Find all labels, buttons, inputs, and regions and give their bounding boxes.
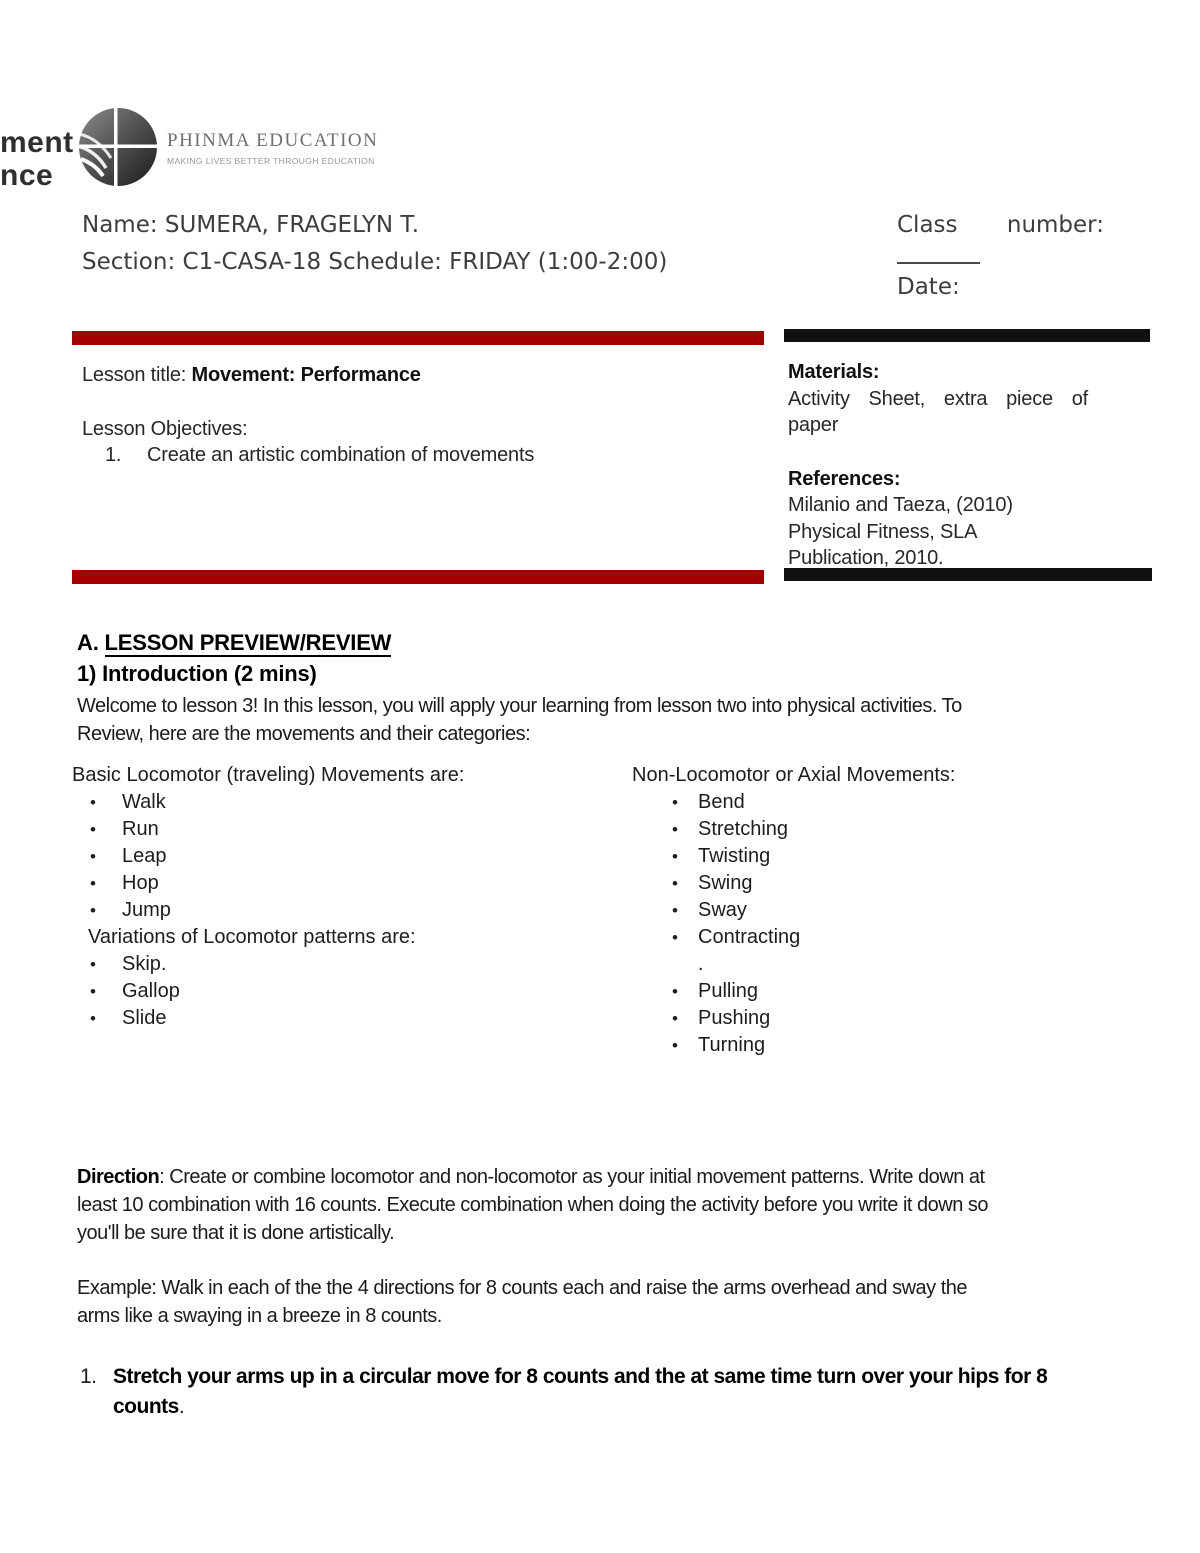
list-item: • Bend [632,789,955,816]
locomotor-list-title: Basic Locomotor (traveling) Movements are: [72,764,465,786]
lesson-title-label: Lesson title: [82,364,192,386]
red-bar-top [72,331,764,345]
edge-fragment-1: ment [0,126,74,159]
task-item-1: 1. Stretch your arms up in a circular move for 8 counts and the at same time turn over your hips for 8 counts. [80,1362,1047,1422]
bullet-icon: • [672,982,678,1001]
edge-cutoff-text [0,126,74,192]
locomotor-list [72,762,464,1032]
list-item: • Swing [632,870,955,897]
brand-name: PHINMA EDUCATION [167,130,379,151]
brand-tagline: MAKING LIVES BETTER THROUGH EDUCATION [167,156,375,166]
bullet-icon: • [672,820,678,839]
bullet-icon: • [90,1009,96,1028]
section-a-prefix: A. [77,630,105,655]
list-item: • Walk [72,789,464,816]
direction-paragraph: Direction: Create or combine locomotor and non-locomotor as your initial movement patterns. Write down at least 10 combination with 16 counts. Execute combination when doing the activity before you write it down so you'll be sure that it is done artistically. [77,1166,988,1244]
materials-references-cell [788,359,1088,572]
black-bar-top [784,329,1150,342]
bullet-icon: • [90,901,96,920]
list-item: • Gallop [72,978,464,1005]
student-header [82,207,667,281]
lesson-title-line [82,362,421,389]
variations-list-title: Variations of Locomotor patterns are: [88,926,416,948]
bullet-icon: • [672,901,678,920]
list-item: • Run [72,816,464,843]
list-item: • Leap [72,843,464,870]
bullet-icon: • [672,1036,678,1055]
objectives-label: Lesson Objectives: [82,418,248,440]
bullet-icon: • [90,793,96,812]
bullet-icon: • [90,847,96,866]
bullet-icon: • [672,928,678,947]
non-locomotor-list-title: Non-Locomotor or Axial Movements: [632,764,956,786]
objective-text: Create an artistic combination of movements [147,444,535,466]
list-item: • Pushing [632,1005,955,1032]
student-name-line: Name: SUMERA, FRAGELYN T. [82,212,420,238]
example-paragraph: Example: Walk in each of the the 4 directions for 8 counts each and raise the arms overhead and sway the arms like a swaying in a breeze in 8 counts. [77,1277,968,1327]
section-a-title: LESSON PREVIEW/REVIEW [104,630,392,655]
class-number-label: Class number: [897,212,1104,238]
materials-text: Activity Sheet, extra piece of paper [788,387,1088,436]
list-item: • Sway [632,897,955,924]
bullet-icon: • [90,820,96,839]
edge-fragment-2: nce [0,159,54,192]
section-a-heading [77,630,391,656]
reference-line: Physical Fitness, SLA [788,520,978,543]
list-item: • Turning [632,1032,955,1059]
list-item: • Contracting [632,924,955,951]
materials-label: Materials: [788,361,880,383]
list-item: • Stretching [632,816,955,843]
date-label: Date: [897,274,960,300]
reference-line: Milanio and Taeza, (2010) [788,494,1013,516]
bullet-icon: • [90,874,96,893]
bullet-icon: • [672,874,678,893]
introduction-subheading: 1) Introduction (2 mins) [77,661,317,686]
bullet-icon: • [672,847,678,866]
class-number-block [897,212,1104,300]
direction-label: Direction [77,1166,160,1188]
list-item: • Pulling [632,978,955,1005]
bullet-icon: • [672,1009,678,1028]
intro-paragraph: Welcome to lesson 3! In this lesson, you will apply your learning from lesson two into physical activities. To Review, here are the movements and their categories: [77,695,962,745]
reference-line: Publication, 2010. [788,547,944,569]
bullet-icon: • [672,793,678,812]
list-item: • Jump [72,897,464,924]
non-locomotor-list [632,762,955,1059]
objective-item [105,442,534,469]
class-number-underline [897,262,980,264]
list-item: • Slide [72,1005,464,1032]
logo-text [167,106,378,166]
phinma-logo [78,106,378,193]
list-item: • Twisting [632,843,955,870]
red-bar-bottom [72,570,764,584]
task-number: 1. [80,1365,97,1388]
bullet-icon: • [90,955,96,974]
student-section-line: Section: C1-CASA-18 Schedule: FRIDAY (1:00-2:00) [82,249,668,275]
references-label: References: [788,467,901,490]
lesson-title: Movement: Performance [191,364,421,386]
list-item: • Skip. [72,951,464,978]
orphan-period: . [698,953,704,975]
list-item: • Hop [72,870,464,897]
objective-number: 1. [105,444,122,466]
globe-book-icon [78,106,158,193]
bullet-icon: • [90,982,96,1001]
